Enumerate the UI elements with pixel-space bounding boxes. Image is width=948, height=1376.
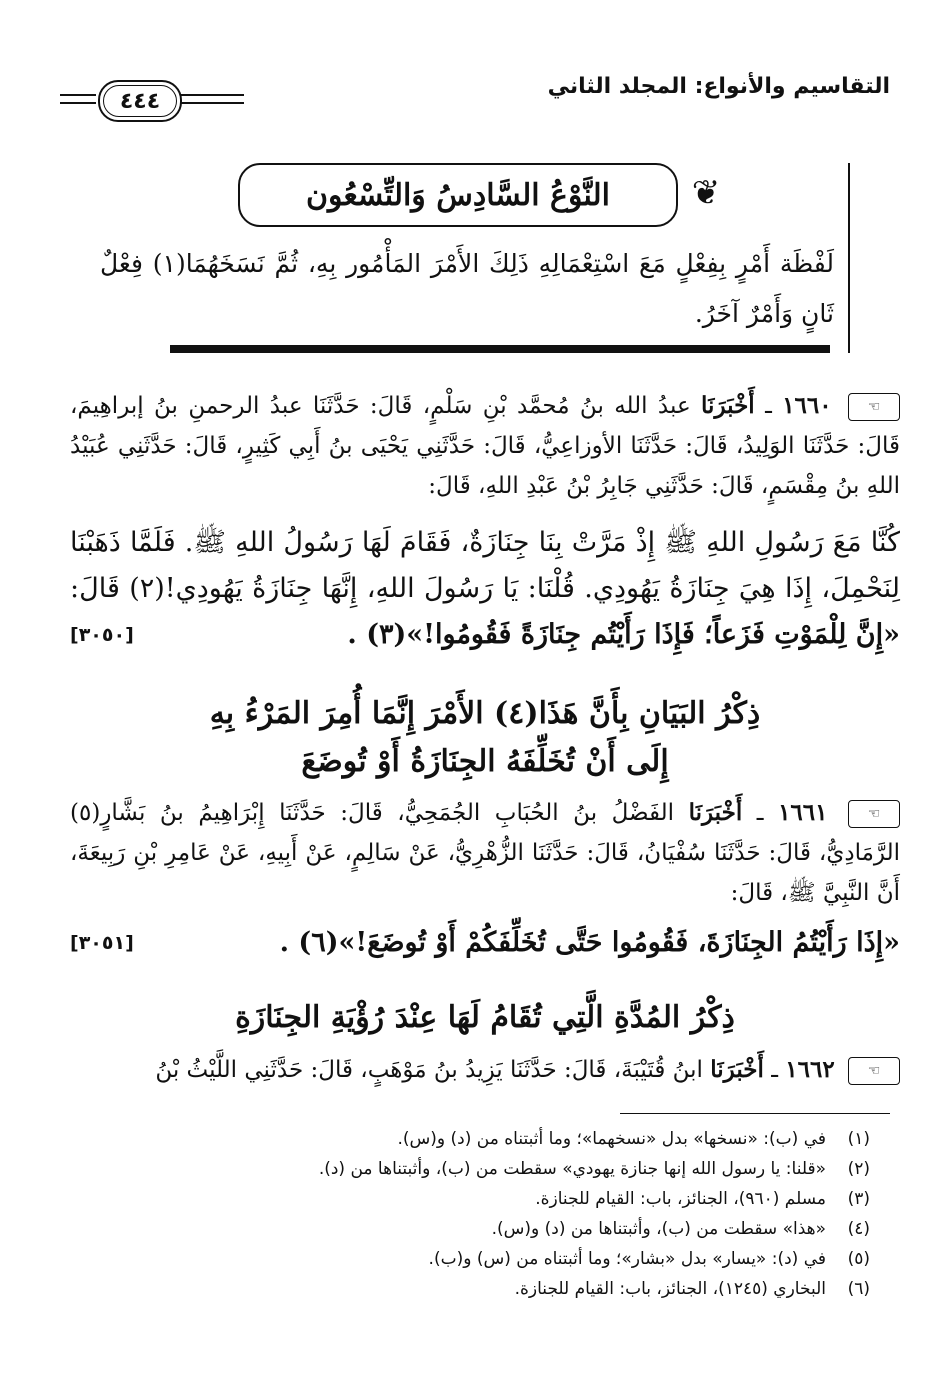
footnote <box>90 1154 870 1184</box>
ornament-icon: ❦ <box>691 173 721 213</box>
hadith-marker-icon: ☜ <box>848 393 900 421</box>
section-heading <box>70 994 900 1042</box>
section-heading-line: إِلَى أَنْ تُخَلِّفَهُ الجِنَازَةُ أَوْ تُوضَعَ <box>301 744 669 779</box>
chapter-text: لَفْظَة أَمْرٍ بِفِعْلٍ مَعَ اسْتِعْمَالِهِ ذَلِكَ الأَمْرَ المَأْمُور بِهِ، ثُمَّ نَسَخَهُمَا(١) فِعْلٌ ثَانٍ وَأَمْرٌ آخَرُ. <box>100 249 834 328</box>
hadith-1662 <box>70 1050 900 1090</box>
footnote-text: «قلنا: يا رسول الله إنها جنازة يهودي» سقطت من (ب)، وأثبتناها من (د). <box>318 1159 826 1179</box>
footnote-text: في (د): «يسار» بدل «بشار»؛ وما أثبتناه من (س) و(ب). <box>428 1249 826 1269</box>
footnote <box>90 1124 870 1154</box>
isnad: عبدُ الله بنُ مُحمَّد بْنِ سَلْمٍ، قَالَ: حَدَّثَنَا عبدُ الرحمنِ بنُ إبراهِيمَ، قَالَ: حَدَّثَنَا الوَلِيدُ، قَالَ: حَدَّثَنَا الأوزاعِيُّ، قَالَ: حَدَّثَنِي يَحْيَى بنُ أَبِي كَثِيرٍ، قَالَ: حَدَّثَنِي عُبَيْدُ اللهِ بنُ مِقْسَمٍ، قَالَ: حَدَّثَنِي جَابِرُ بْنُ عَبْدِ اللهِ، قَالَ: <box>70 393 900 499</box>
footnote-separator <box>620 1113 890 1114</box>
dash: ـ <box>742 800 764 826</box>
hadith-number: ١٦٦٢ <box>785 1056 835 1083</box>
footnote-number: (٣) <box>847 1189 870 1209</box>
akhbarana: أَخْبَرَنَا <box>701 392 755 419</box>
section-heading-line: ذِكْرُ البَيَانِ بِأَنَّ هَذَا(٤) الأَمْرَ إِنَّمَا أُمِرَ المَرْءُ بِهِ <box>209 696 761 731</box>
prophet-words: «إِذَا رَأَيْتُمُ الجِنَازَةَ، فَقُومُوا حَتَّى تُخَلِّفَكُمْ أَوْ تُوضَعَ!»(٦) . <box>279 927 900 958</box>
hadith-1660-matn <box>70 520 900 658</box>
akhbarana: أَخْبَرَنَا <box>710 1056 764 1083</box>
section-heading-line: ذِكْرُ المُدَّةِ الَّتِي تُقَامُ لَهَا عِنْدَ رُؤْيَةِ الجِنَازَةِ <box>235 1000 735 1035</box>
isnad: ابنُ قُتَيْبَةَ، قَالَ: حَدَّثَنَا يَزِيدُ بنُ مَوْهَبٍ، قَالَ: حَدَّثَنِي اللَّيْثُ بْنُ <box>155 1057 703 1083</box>
footnote <box>90 1244 870 1274</box>
akhbarana: أَخْبَرَنَا <box>688 799 743 826</box>
page-number: ٤٤٤ <box>98 80 182 122</box>
footnotes <box>90 1124 870 1304</box>
header-rule-left <box>60 94 96 104</box>
footnote-number: (٥) <box>847 1249 870 1269</box>
chapter-title: النَّوْعُ السَّادِسُ وَالتِّسْعُون <box>238 163 678 227</box>
footnote-text: مسلم (٩٦٠)، الجنائز، باب: القيام للجنازة. <box>535 1189 826 1209</box>
hadith-marker-icon: ☜ <box>848 1057 900 1085</box>
footnote-number: (١) <box>847 1129 870 1149</box>
running-title: التقاسيم والأنواع: المجلد الثاني <box>547 74 890 99</box>
footnote-number: (٦) <box>847 1279 870 1299</box>
section-heading <box>70 690 900 786</box>
footnote <box>90 1274 870 1304</box>
footnote-text: البخاري (١٢٤٥)، الجنائز، باب: القيام للجنازة. <box>514 1279 826 1299</box>
hadith-1660 <box>70 386 900 506</box>
footnote <box>90 1184 870 1214</box>
matn-text: كُنَّا مَعَ رَسُولِ اللهِ ﷺ إِذْ مَرَّتْ بِنَا جِنَازَةٌ، فَقَامَ لَهَا رَسُولُ اللهِ ﷺ. فَلَمَّا ذَهَبْنَا لِنَحْمِلَ، إِذَا هِيَ جِنَازَةُ يَهُودِي. قُلْنَا: يَا رَسُولَ اللهِ، إِنَّهَا جِنَازَةُ يَهُودِي!(٢) قَالَ: <box>70 527 900 604</box>
footnote <box>90 1214 870 1244</box>
page-header <box>60 66 890 116</box>
hadith-marker-icon: ☜ <box>848 800 900 828</box>
hadith-number: ١٦٦١ <box>778 799 828 826</box>
dash: ـ <box>754 393 772 419</box>
dash: ـ <box>763 1057 778 1083</box>
reference-number: [٣٠٥١] <box>70 932 134 954</box>
footnote-text: في (ب): «نسخها» بدل «نسخهما»؛ وما أثبتناه من (د) و(س). <box>397 1129 826 1149</box>
footnote-number: (٤) <box>847 1219 870 1239</box>
chapter-divider <box>170 345 830 353</box>
reference-number: [٣٠٥٠] <box>70 624 134 646</box>
chapter-box <box>100 163 850 353</box>
footnote-text: «هذا» سقطت من (ب)، وأثبتناها من (د) و(س). <box>491 1219 826 1239</box>
hadith-number: ١٦٦٠ <box>782 392 832 419</box>
hadith-1661-matn <box>70 923 900 963</box>
isnad: الفَضْلُ بنُ الحُبَابِ الجُمَحِيُّ، قَالَ: حَدَّثَنَا إِبْرَاهِيمُ بنُ بَشَّارٍ(٥) الرَّمَادِيُّ، قَالَ: حَدَّثَنَا سُفْيَانُ، قَالَ: حَدَّثَنَا الزُّهْرِيُّ، عَنْ سَالِمٍ، عَنْ أَبِيهِ، عَنْ عَامِرِ بْنِ رَبِيعَةَ، أَنَّ النَّبِيَّ ﷺ، قَالَ: <box>70 800 900 906</box>
prophet-words: «إِنَّ لِلْمَوْتِ فَزَعاً؛ فَإِذَا رَأَيْتُم جِنَازَةً فَقُومُوا!»(٣) . <box>347 619 900 650</box>
hadith-1661 <box>70 793 900 913</box>
footnote-number: (٢) <box>847 1159 870 1179</box>
header-rule-right <box>180 94 244 104</box>
